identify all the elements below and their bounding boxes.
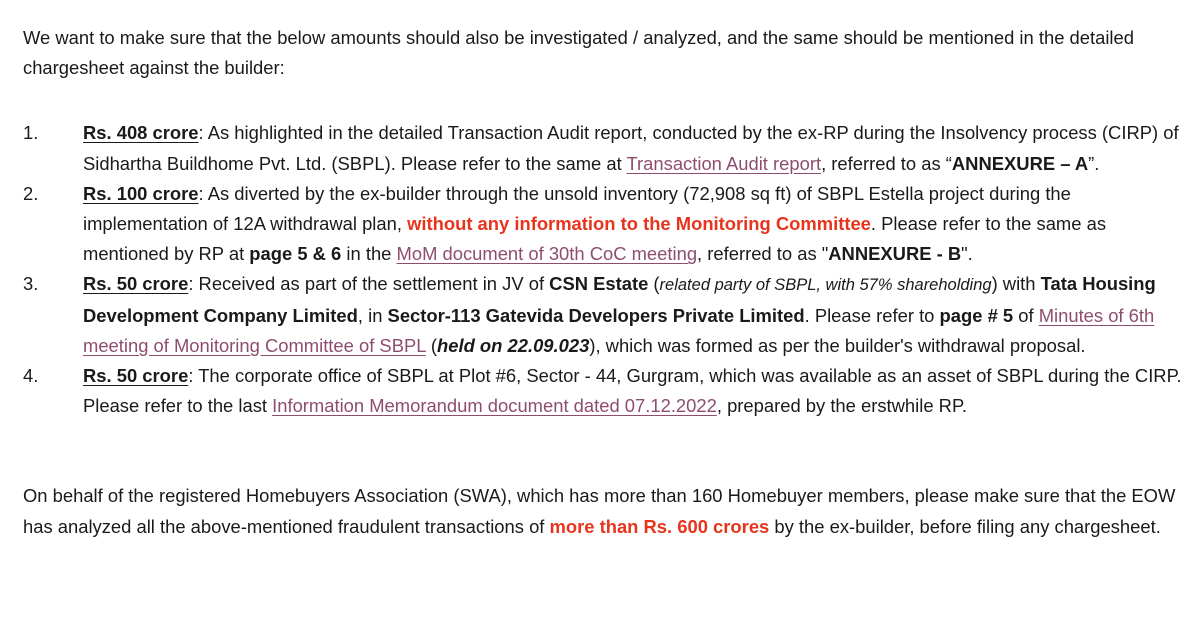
page-reference: page # 5 (939, 304, 1014, 326)
intro-paragraph: We want to make sure that the below amounts should also be investigated / analyzed, and the same should be mentioned in the detailed chargesheet against the builder: (23, 27, 1134, 79)
monitoring-committee-minutes-link[interactable]: Minutes of 6th meeting of Monitoring Committee of SBPL (83, 304, 1155, 356)
item-text: ( (425, 334, 438, 356)
item-amount: Rs. 50 crore (83, 365, 189, 387)
list-item-2 (23, 179, 1188, 270)
item-text: ”. (1088, 152, 1100, 174)
annexure-label: ANNEXURE – A (951, 152, 1089, 174)
item-amount: Rs. 100 crore (83, 182, 199, 204)
party-name: Sector-113 Gatevida Developers Private Limited (387, 304, 805, 326)
item-text: , referred to as " (697, 243, 829, 265)
party-name: CSN Estate (549, 273, 649, 295)
amounts-list (23, 118, 1188, 421)
list-item-3 (23, 269, 1188, 361)
list-item-4 (23, 361, 1188, 421)
item-text: : The corporate office of SBPL at Plot #6, Sector - 44, Gurgram, which was available as an asset of SBPL during the CIRP. Please refer to the last (83, 365, 1182, 417)
item-text: ". (961, 243, 973, 265)
closing-paragraph (23, 481, 1188, 541)
item-number: 1. (23, 122, 39, 144)
transaction-audit-report-link[interactable]: Transaction Audit report (626, 152, 822, 174)
item-text: of (1013, 304, 1039, 326)
item-text: , prepared by the erstwhile RP. (716, 395, 967, 417)
closing-text: by the ex-builder, before filing any chargesheet. (769, 515, 1161, 537)
highlight-text: more than Rs. 600 crores (549, 515, 770, 537)
item-amount: Rs. 50 crore (83, 273, 189, 295)
list-item-1 (23, 118, 1188, 178)
item-text: : Received as part of the settlement in JV of (188, 273, 550, 295)
item-text: ) with (991, 273, 1041, 295)
item-text: . Please refer to (804, 304, 940, 326)
closing-text: On behalf of the registered Homebuyers Association (SWA), which has more than 160 Homebuyer members, please make sure that the EOW has analyzed all the above-mentioned fraudulent transactions of (23, 485, 1176, 537)
item-text: ), which was formed as per the builder's withdrawal proposal. (589, 334, 1086, 356)
mom-document-link[interactable]: MoM document of 30th CoC meeting (396, 243, 698, 265)
item-text: ( (648, 273, 660, 295)
item-text: , referred to as “ (821, 152, 952, 174)
item-number: 4. (23, 365, 39, 387)
meeting-date: held on 22.09.023 (437, 334, 590, 356)
item-text: : As diverted by the ex-builder through the unsold inventory (72,908 sq ft) of SBPL Estella project during the implementation of 12A withdrawal plan, (83, 182, 1071, 235)
item-number: 2. (23, 182, 39, 204)
item-text: , in (357, 304, 388, 326)
item-amount: Rs. 408 crore (83, 122, 199, 144)
information-memorandum-link[interactable]: Information Memorandum document dated 07.12.2022 (272, 395, 717, 417)
annexure-label: ANNEXURE - B (828, 243, 962, 265)
highlight-text: without any information to the Monitoring Committee (407, 213, 871, 235)
item-text: : As highlighted in the detailed Transaction Audit report, conducted by the ex-RP during the Insolvency process (CIRP) of Sidhartha Buildhome Pvt. Ltd. (SBPL). Please refer to the same at (83, 122, 1179, 174)
party-name: Tata Housing Development Company Limited (83, 273, 1156, 326)
item-text: . Please refer to the same as mentioned by RP at (83, 213, 1107, 265)
party-note: related party of SBPL, with 57% shareholding (659, 276, 992, 295)
item-text: in the (341, 243, 397, 265)
email-body (23, 23, 1188, 542)
page-reference: page 5 & 6 (249, 243, 342, 265)
item-number: 3. (23, 273, 39, 295)
